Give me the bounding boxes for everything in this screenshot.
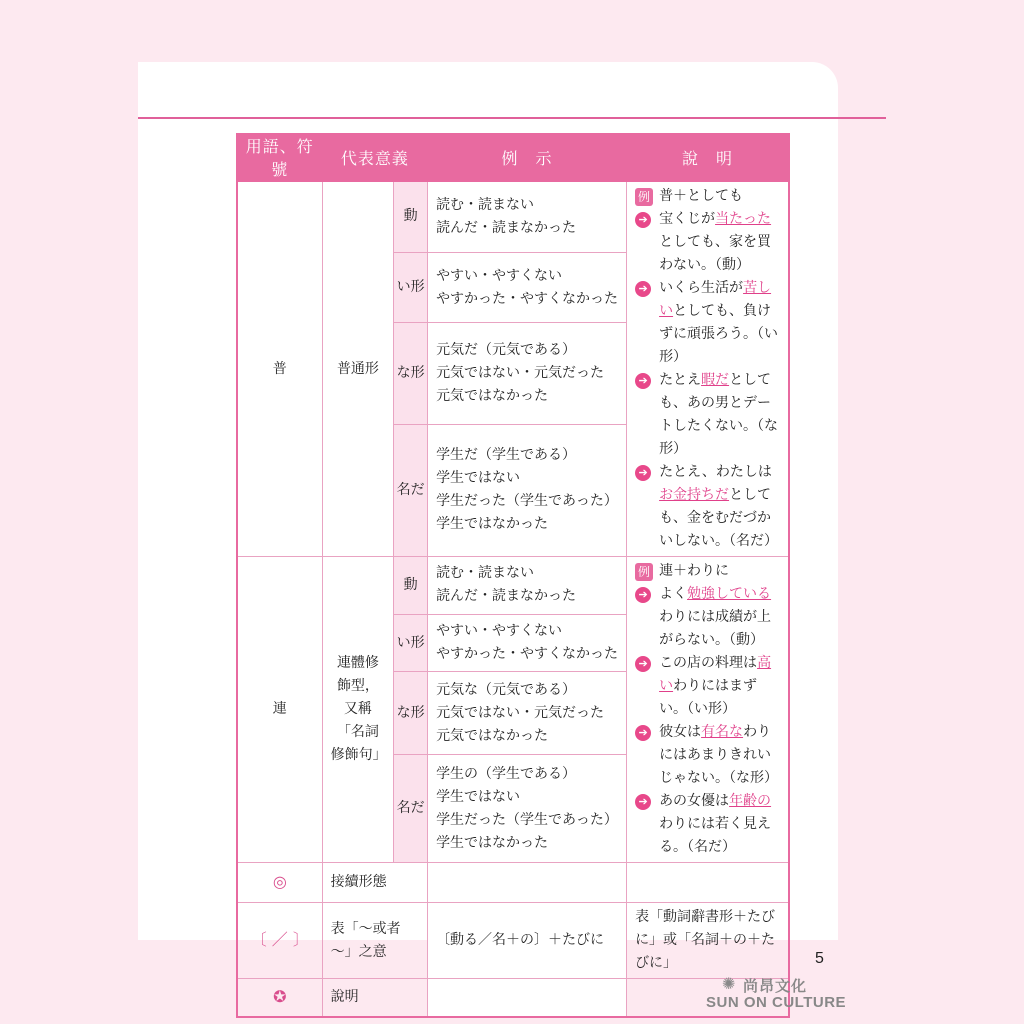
description-cell bbox=[627, 182, 789, 557]
description-text bbox=[659, 721, 780, 790]
meaning-cell: 普通形 bbox=[322, 182, 394, 557]
example-line: やすい・やすくない bbox=[436, 623, 563, 640]
example-cell bbox=[428, 614, 627, 672]
table-row bbox=[237, 903, 789, 979]
example-cell bbox=[428, 323, 627, 424]
example-line: 学生ではなかった bbox=[436, 834, 549, 851]
pos-cell: い形 bbox=[394, 614, 428, 672]
description-line bbox=[635, 652, 780, 721]
description-cell: 表「動詞辭書形＋たびに」或「名詞＋の＋たびに」 bbox=[627, 903, 789, 979]
description-text: 連＋わりに bbox=[659, 563, 730, 579]
highlighted-phrase: 暇だ bbox=[701, 372, 730, 388]
arrow-right-icon: ➔ bbox=[635, 212, 651, 228]
table-row bbox=[237, 863, 789, 903]
description-text: 普＋としても bbox=[659, 188, 744, 204]
publisher-logo-icon: ✺ bbox=[722, 974, 736, 993]
sentence-pre: 宝くじが bbox=[659, 211, 716, 227]
highlighted-phrase: 勉強している bbox=[687, 586, 772, 602]
example-line: 元気ではなかった bbox=[436, 727, 549, 744]
example-line: やすい・やすくない bbox=[436, 267, 563, 284]
description-text bbox=[659, 277, 780, 369]
sentence-pre: この店の料理は bbox=[659, 655, 758, 671]
example-cell bbox=[428, 672, 627, 755]
description-line bbox=[635, 583, 780, 652]
sentence-post: としても、金をむだづかいしない。（名だ） bbox=[659, 487, 779, 549]
description-cell bbox=[627, 557, 789, 863]
example-cell bbox=[428, 182, 627, 253]
double-circle-icon: ◎ bbox=[272, 872, 287, 891]
example-line: 学生ではなかった bbox=[436, 516, 549, 533]
arrow-right-icon: ➔ bbox=[635, 794, 651, 810]
example-line: 学生だ（学生である） bbox=[436, 447, 577, 464]
description-line bbox=[635, 369, 780, 461]
description-line bbox=[635, 461, 780, 553]
term-cell: 普 bbox=[237, 182, 322, 557]
example-line: 学生だった（学生であった） bbox=[436, 811, 618, 828]
publisher-name-zh: 尚昂文化 bbox=[743, 977, 808, 995]
example-line: 学生の（学生である） bbox=[436, 765, 577, 782]
description-line bbox=[635, 721, 780, 790]
meaning-cell: 說明 bbox=[322, 979, 427, 1017]
description-line bbox=[635, 560, 780, 583]
description-text bbox=[659, 369, 780, 461]
example-cell: 〔動る／名＋の〕＋たびに bbox=[428, 903, 627, 979]
description-line bbox=[635, 277, 780, 369]
description-line bbox=[635, 790, 780, 859]
description-text bbox=[659, 790, 780, 859]
grammar-legend-table bbox=[236, 133, 790, 1018]
example-line: 学生ではない bbox=[436, 788, 521, 805]
symbol-cell bbox=[237, 903, 322, 979]
bullet bbox=[635, 790, 659, 813]
star-circle-icon: ✪ bbox=[273, 986, 287, 1006]
arrow-right-icon: ➔ bbox=[635, 465, 651, 481]
description-line bbox=[635, 208, 780, 277]
example-cell bbox=[428, 979, 627, 1017]
example-cell bbox=[428, 252, 627, 323]
sentence-post: としても、負けずに頑張ろう。（い形） bbox=[659, 303, 779, 365]
table-row bbox=[237, 557, 789, 615]
table-row bbox=[237, 182, 789, 253]
arrow-right-icon: ➔ bbox=[635, 373, 651, 389]
sentence-post: わりには成績が上がらない。（動） bbox=[659, 609, 772, 648]
description-line bbox=[635, 185, 780, 208]
page-number: 5 bbox=[815, 950, 824, 967]
meaning-cell: 接續形態 bbox=[322, 863, 427, 903]
arrow-right-icon: ➔ bbox=[635, 281, 651, 297]
sentence-pre: たとえ bbox=[659, 372, 702, 388]
example-line: 元気な（元気である） bbox=[436, 681, 577, 698]
symbol-cell bbox=[237, 863, 322, 903]
sentence-post: わりには若く見える。（名だ） bbox=[659, 816, 772, 855]
example-badge-icon: 例 bbox=[635, 563, 653, 581]
example-line: 学生だった（学生であった） bbox=[436, 493, 618, 510]
bullet bbox=[635, 560, 659, 583]
example-cell bbox=[428, 755, 627, 863]
bullet bbox=[635, 369, 659, 392]
example-cell bbox=[428, 424, 627, 556]
sentence-pre: あの女優は bbox=[659, 793, 730, 809]
description-text bbox=[659, 583, 780, 652]
sentence-post: としても、家を買わない。（動） bbox=[659, 234, 772, 273]
example-line: 学生ではない bbox=[436, 470, 521, 487]
bullet bbox=[635, 583, 659, 606]
highlighted-phrase: 当たった bbox=[715, 211, 772, 227]
header-description: 說 明 bbox=[627, 134, 789, 182]
example-line: 読む・読まない bbox=[436, 196, 535, 213]
arrow-right-icon: ➔ bbox=[635, 656, 651, 672]
description-text bbox=[659, 461, 780, 553]
example-line: 読む・読まない bbox=[436, 565, 535, 582]
example-line: 元気ではない・元気だった bbox=[436, 365, 605, 382]
highlighted-phrase: 高い bbox=[659, 655, 772, 694]
example-line: 元気ではなかった bbox=[436, 388, 549, 405]
header-term: 用語、符號 bbox=[237, 134, 322, 182]
sentence-pre: いくら生活が bbox=[659, 280, 744, 296]
pos-cell: 名だ bbox=[394, 755, 428, 863]
sentence-post: わりにはあまりきれいじゃない。（な形） bbox=[659, 724, 779, 786]
highlighted-phrase: 年齢の bbox=[729, 793, 772, 809]
meaning-cell: 連體修飾型，又稱「名詞修飾句」 bbox=[322, 557, 394, 863]
sentence-post: としても、あの男とデートしたくない。（な形） bbox=[659, 372, 779, 457]
bullet bbox=[635, 652, 659, 675]
pos-cell: 動 bbox=[394, 182, 428, 253]
bullet bbox=[635, 721, 659, 744]
sentence-pre: よく bbox=[659, 586, 688, 602]
description-cell bbox=[627, 863, 789, 903]
pos-cell: な形 bbox=[394, 323, 428, 424]
highlighted-phrase: お金持ちだ bbox=[659, 487, 730, 503]
pos-cell: 動 bbox=[394, 557, 428, 615]
description-text bbox=[659, 652, 780, 721]
sentence-post: わりにはまずい。（い形） bbox=[659, 678, 758, 717]
example-line: 元気だ（元気である） bbox=[436, 342, 577, 359]
pos-cell: 名だ bbox=[394, 424, 428, 556]
example-line: 読んだ・読まなかった bbox=[436, 588, 577, 605]
symbol-cell bbox=[237, 979, 322, 1017]
bullet bbox=[635, 185, 659, 208]
sentence-pre: 彼女は bbox=[659, 724, 702, 740]
example-line: 読んだ・読まなかった bbox=[436, 219, 577, 236]
top-rule bbox=[138, 117, 886, 119]
publisher-name-en: SUN ON CULTURE bbox=[706, 994, 847, 1011]
bullet bbox=[635, 277, 659, 300]
arrow-right-icon: ➔ bbox=[635, 725, 651, 741]
example-badge-icon: 例 bbox=[635, 188, 653, 206]
example-cell bbox=[428, 557, 627, 615]
meaning-cell: 表「～或者～」之意 bbox=[322, 903, 427, 979]
highlighted-phrase: 苦しい bbox=[659, 280, 772, 319]
example-line: 元気ではない・元気だった bbox=[436, 704, 605, 721]
example-line: やすかった・やすくなかった bbox=[436, 290, 619, 307]
pos-cell: い形 bbox=[394, 252, 428, 323]
header-example: 例 示 bbox=[428, 134, 627, 182]
highlighted-phrase: 有名な bbox=[701, 724, 744, 740]
sentence-pre: たとえ、わたしは bbox=[659, 464, 772, 480]
example-line: やすかった・やすくなかった bbox=[436, 646, 619, 663]
description-text bbox=[659, 208, 780, 277]
header-meaning: 代表意義 bbox=[322, 134, 427, 182]
bullet bbox=[635, 208, 659, 231]
table-header-row bbox=[237, 134, 789, 182]
term-cell: 連 bbox=[237, 557, 322, 863]
pos-cell: な形 bbox=[394, 672, 428, 755]
bullet bbox=[635, 461, 659, 484]
example-cell bbox=[428, 863, 627, 903]
bracket-slash-icon: 〔 ／ 〕 bbox=[250, 930, 309, 949]
arrow-right-icon: ➔ bbox=[635, 587, 651, 603]
